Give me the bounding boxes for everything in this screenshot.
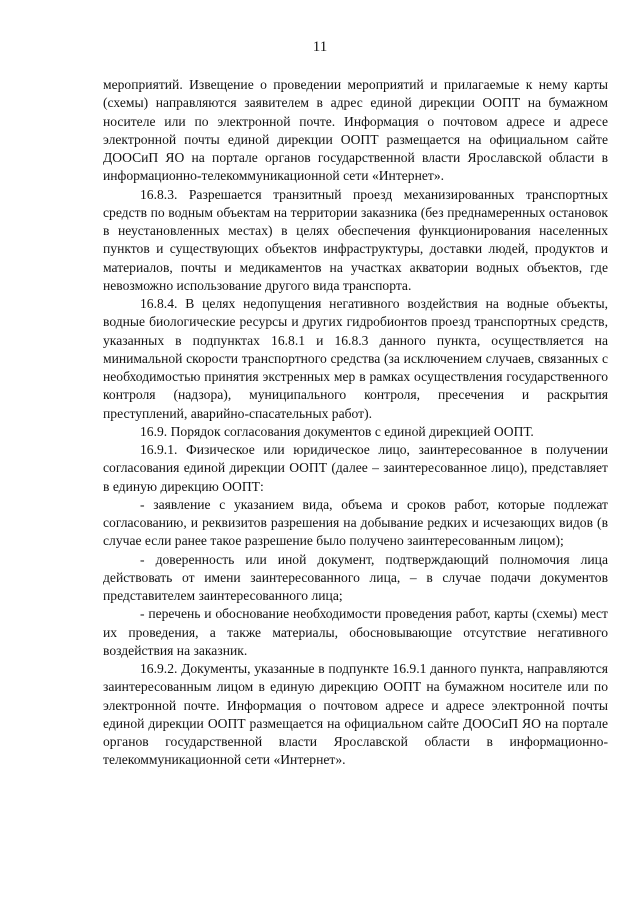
list-item-power-of-attorney: - доверенность или иной документ, подтверждающий полномочия лица действовать от имени заинтересованного лица, – в случае подачи документов представителем заинтересованного лица; [103,551,608,603]
page-number: 11 [312,39,328,55]
body-text [103,76,608,770]
paragraph-16-9: 16.9. Порядок согласования документов с единой дирекцией ООПТ. [140,423,534,439]
paragraph-continuation: мероприятий. Извещение о проведении мероприятий и прилагаемые к нему карты (схемы) направляются заявителем в адрес единой дирекции ООПТ на бумажном носителе или по электронной почте. Информация о почтовом адресе и адресе электронной почты единой дирекции ООПТ размещается на официальном сайте ДООСиП ЯО на портале органов государственной власти Ярославской области в информационно-телекоммуникационной сети «Интернет». [103,77,608,184]
list-item-application: - заявление с указанием вида, объема и сроков работ, которые подлежат согласованию, и реквизитов разрешения на добывание редких и исчезающих видов (в случае если ранее такое разрешение было получено заинтересованным лицом); [103,496,608,549]
paragraph-16-9-2: 16.9.2. Документы, указанные в подпункте 16.9.1 данного пункта, направляются заинтересованным лицом в единую дирекцию ООПТ на бумажном носителе или по электронной почте. Информация о почтовом адресе и адресе электронной почты единой дирекции ООПТ размещается на официальном сайте ДООСиП ЯО на портале органов государственной власти Ярославской области в информационно-телекоммуникационной сети «Интернет». [103,661,608,768]
paragraph-16-8-3: 16.8.3. Разрешается транзитный проезд механизированных транспортных средств по водным объектам на территории заказника (без преднамеренных остановок в неустановленных местах) в целях обеспечения функционирования населенных пунктов и существующих объектов инфраструктуры, доставки людей, продуктов и материалов, почты и медикаментов на участках акватории водных объектов, где невозможно использование другого вида транспорта. [103,186,608,293]
list-item-justification: - перечень и обоснование необходимости проведения работ, карты (схемы) мест их проведения, а также материалы, обосновывающие отсутствие негативного воздействия на заказник. [103,606,608,658]
paragraph-16-9-1: 16.9.1. Физическое или юридическое лицо, заинтересованное в получении согласования единой дирекции ООПТ (далее – заинтересованное лицо), представляет в единую дирекцию ООПТ: [103,442,608,494]
paragraph-16-8-4: 16.8.4. В целях недопущения негативного воздействия на водные объекты, водные биологические ресурсы и других гидробионтов проезд транспортных средств, указанных в подпунктах 16.8.1 и 16.8.3 данного пункта, осуществляется на минимальной скорости транспортного средства (за исключением случаев, связанных с необходимостью принятия экстренных мер в рамках осуществления государственного контроля (надзора), муниципального контроля, пресечения и раскрытия преступлений, аварийно-спасательных работ). [103,296,608,421]
